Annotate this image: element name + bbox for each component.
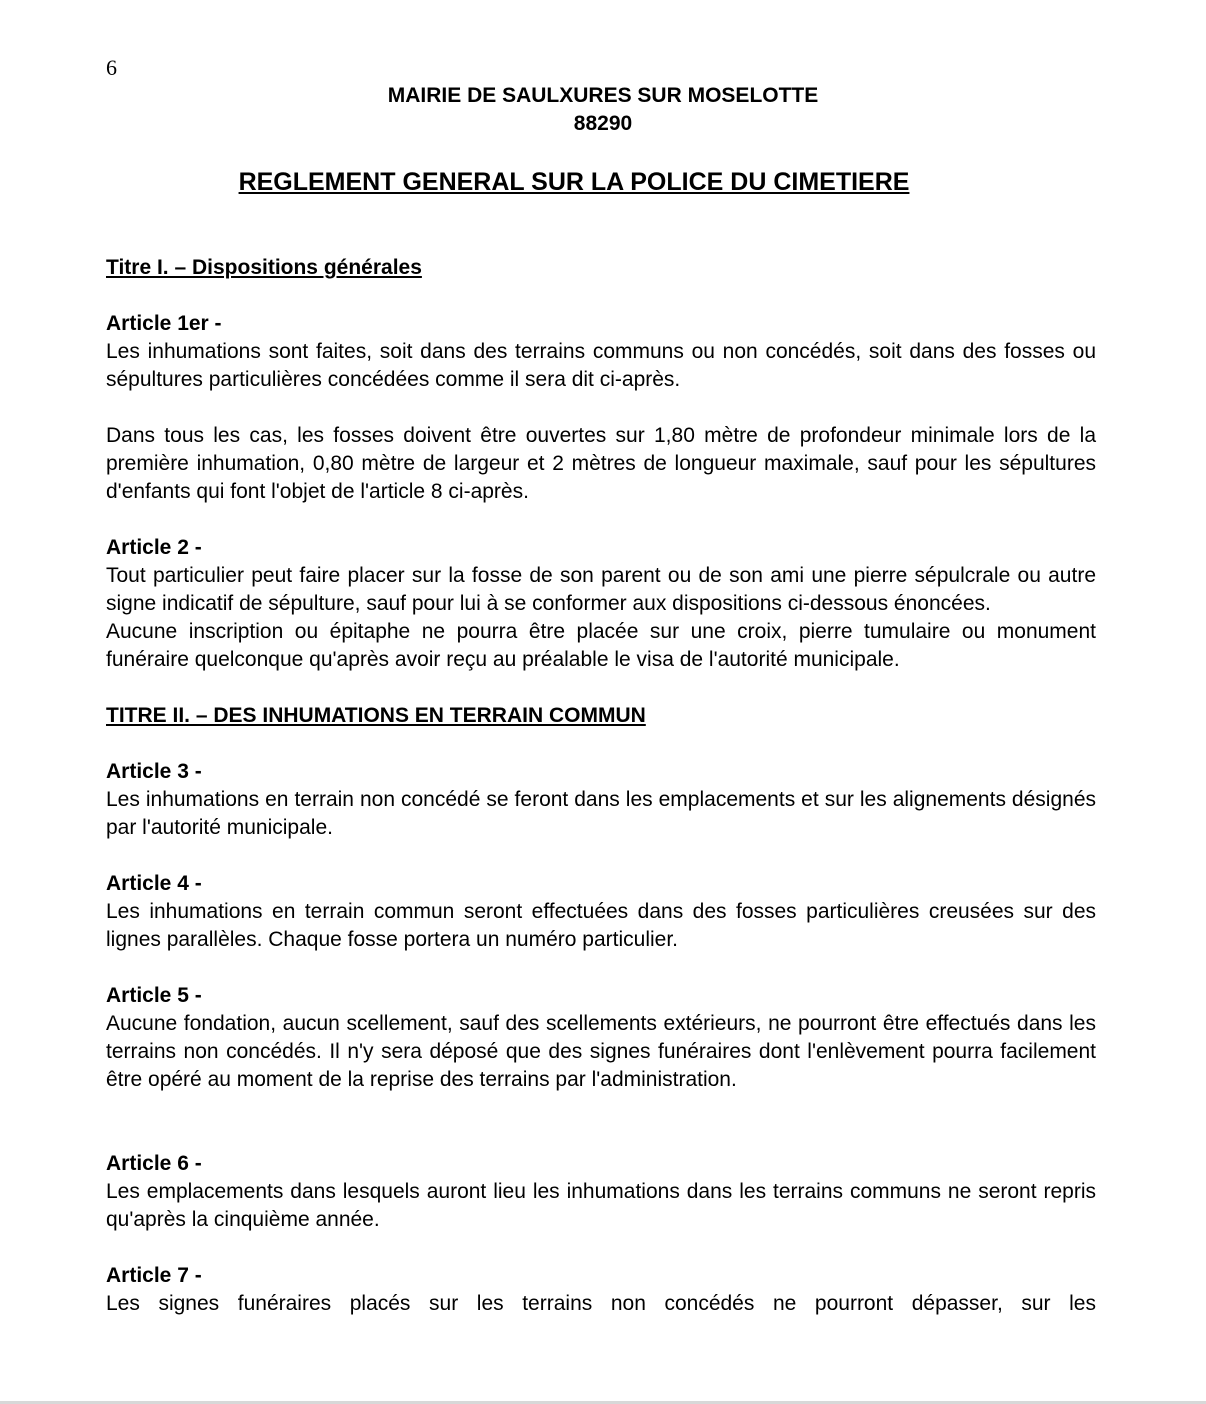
article-4-heading: Article 4 - [106,872,202,895]
page-number: 6 [106,55,117,80]
article-6-heading: Article 6 - [106,1152,202,1175]
mairie-name: MAIRIE DE SAULXURES SUR MOSELOTTE [387,84,819,107]
article-1-paragraph-2: Dans tous les cas, les fosses doivent être ouvertes sur 1,80 mètre de profondeur minimale lors de la première inhumation, 0,80 mètre de largeur et 2 mètres de longueur maximale, sauf pour les sépultures d'enfants qui font l'objet de l'article 8 ci-après. [106,424,1096,503]
article-2-paragraph-2: Aucune inscription ou épitaphe ne pourra être placée sur une croix, pierre tumulaire ou monument funéraire quelconque qu'après avoir reçu au préalable le visa de l'autorité municipale. [106,620,1096,671]
titre-2-heading: TITRE II. – DES INHUMATIONS EN TERRAIN COMMUN [106,704,646,727]
titre-1-heading: Titre I. – Dispositions générales [106,256,422,279]
article-3-heading: Article 3 - [106,760,202,783]
document-header [0,82,1206,138]
article-4-paragraph-1: Les inhumations en terrain commun seront effectuées dans des fosses particulières creusées sur des lignes parallèles. Chaque fosse portera un numéro particulier. [106,900,1096,951]
article-3-paragraph-1: Les inhumations en terrain non concédé se feront dans les emplacements et sur les alignements désignés par l'autorité municipale. [106,788,1096,839]
article-2-paragraph-1: Tout particulier peut faire placer sur la fosse de son parent ou de son ami une pierre sépulcrale ou autre signe indicatif de sépulture, sauf pour lui à se conformer aux dispositions ci-dessous énoncées. [106,564,1096,615]
article-1-paragraph-1: Les inhumations sont faites, soit dans des terrains communs ou non concédés, soit dans des fosses ou sépultures particulières concédées comme il sera dit ci-après. [106,340,1096,391]
document-title: REGLEMENT GENERAL SUR LA POLICE DU CIMETIERE [238,168,910,196]
article-7-heading: Article 7 - [106,1264,202,1287]
article-5-paragraph-1: Aucune fondation, aucun scellement, sauf des scellements extérieurs, ne pourront être effectués dans les terrains non concédés. Il n'y sera déposé que des signes funéraires dont l'enlèvement pourra facilement être opéré au moment de la reprise des terrains par l'administration. [106,1012,1096,1091]
postal-code: 88290 [573,112,633,135]
article-2-heading: Article 2 - [106,536,202,559]
article-7-paragraph-1: Les signes funéraires placés sur les terrains non concédés ne pourront dépasser, sur les [106,1292,1096,1315]
article-6-paragraph-1: Les emplacements dans lesquels auront lieu les inhumations dans les terrains communs ne seront repris qu'après la cinquième année. [106,1180,1096,1231]
article-5-heading: Article 5 - [106,984,202,1007]
article-1-heading: Article 1er - [106,312,222,335]
document-body [106,254,1096,1318]
